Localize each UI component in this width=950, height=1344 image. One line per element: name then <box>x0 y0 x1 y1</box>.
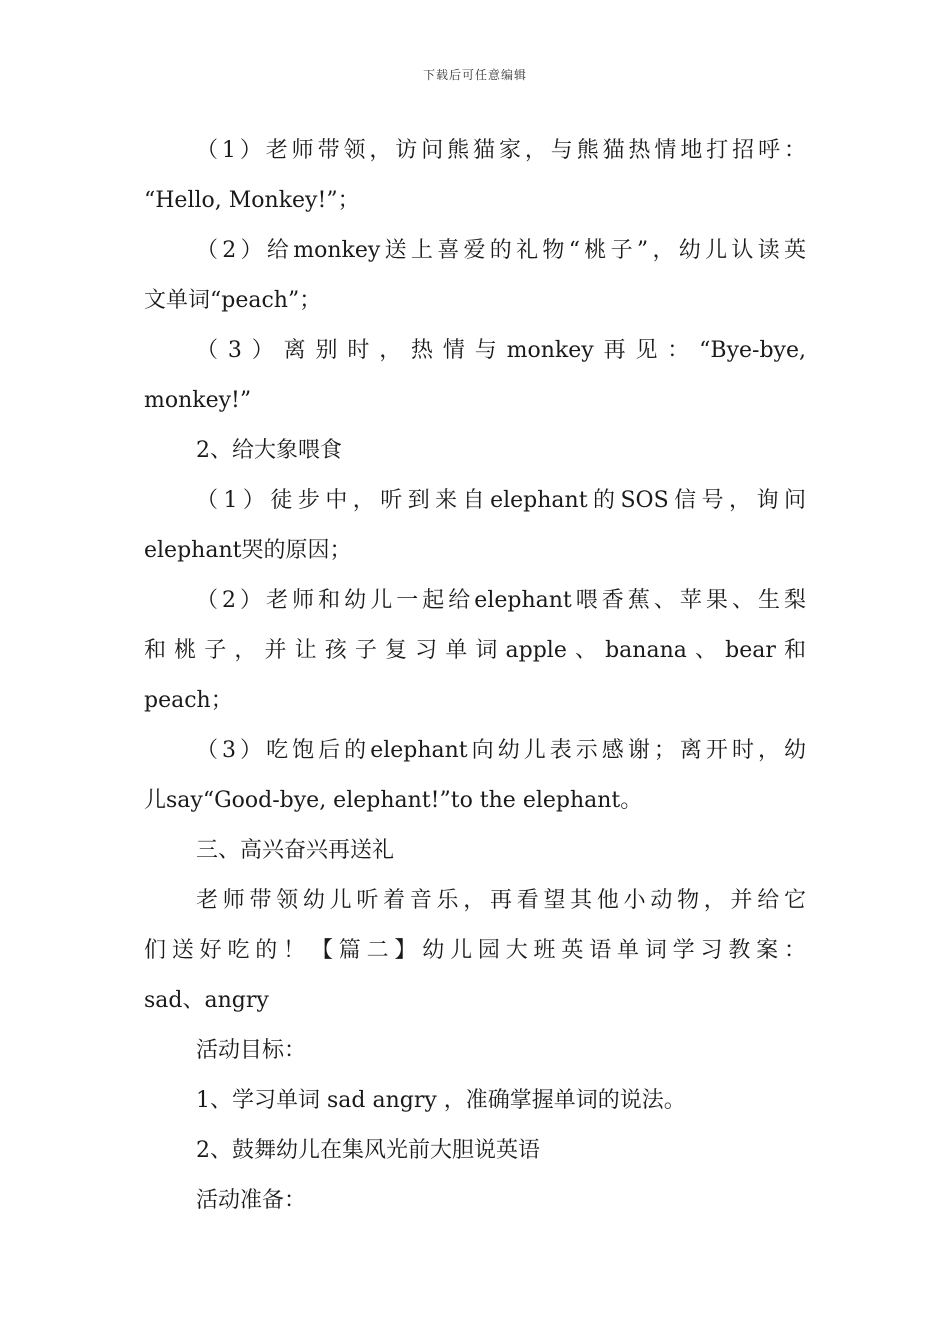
paragraph-line: 和桃子，并让孩子复习单词apple、banana、bear和 <box>144 638 806 663</box>
paragraph-line: 文单词“peach”； <box>144 288 322 313</box>
paragraph-line: 儿say“Good-bye, elephant!”to the elephant。 <box>144 788 643 813</box>
paragraph-line: （1）徒步中，听到来自elephant的SOS信号，询问 <box>196 488 806 513</box>
paragraph-line: （2）老师和幼儿一起给elephant喂香蕉、苹果、生梨 <box>196 588 806 613</box>
paragraph-line: peach； <box>144 688 233 713</box>
section-heading: 活动目标： <box>196 1038 307 1063</box>
paragraph-line: （3）离别时，热情与monkey再见：“Bye-bye, <box>196 338 806 363</box>
section-heading: 三、高兴奋兴再送礼 <box>196 838 395 863</box>
paragraph-line: （1）老师带领，访问熊猫家，与熊猫热情地打招呼： <box>196 138 806 163</box>
paragraph-line: 2、鼓舞幼儿在集风光前大胆说英语 <box>196 1138 540 1163</box>
section-heading: 2、给大象喂食 <box>196 438 342 463</box>
paragraph-line: elephant哭的原因； <box>144 538 352 563</box>
paragraph-line: monkey!” <box>144 388 252 413</box>
paragraph-line: “Hello, Monkey!”； <box>144 188 360 213</box>
paragraph-line: sad、angry <box>144 988 269 1013</box>
paragraph-line: （3）吃饱后的elephant向幼儿表示感谢；离开时，幼 <box>196 738 806 763</box>
paragraph-line: 老师带领幼儿听着音乐，再看望其他小动物，并给它 <box>196 888 806 913</box>
document-body <box>144 126 806 1226</box>
paragraph-line: （2）给monkey送上喜爱的礼物“桃子”，幼儿认读英 <box>196 238 806 263</box>
paragraph-line: 们送好吃的！【篇二】幼儿园大班英语单词学习教案： <box>144 938 806 963</box>
section-heading: 活动准备： <box>196 1188 307 1213</box>
paragraph-line: 1、学习单词 sad angry ，准确掌握单词的说法。 <box>196 1088 686 1113</box>
page-header: 下载后可任意编辑 <box>422 68 527 82</box>
